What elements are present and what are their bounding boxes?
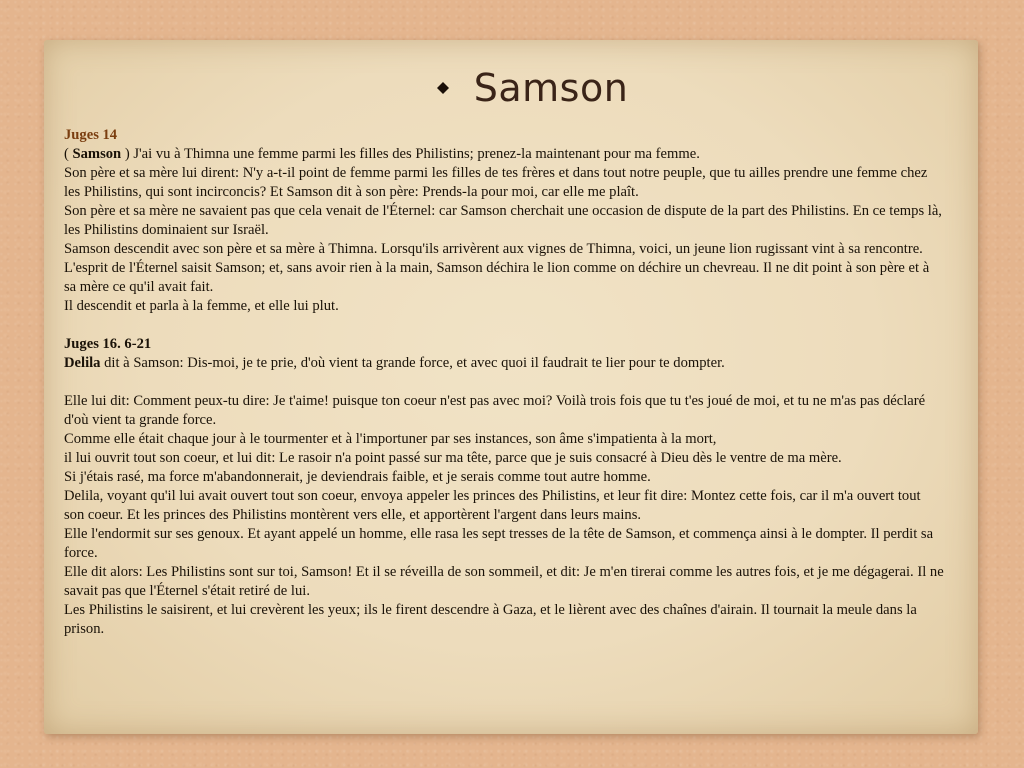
section-heading-juges-16: Juges 16. 6-21	[64, 336, 152, 352]
page-title: Samson	[473, 66, 629, 110]
name-samson: Samson	[72, 146, 122, 162]
paragraph: il lui ouvrit tout son coeur, et lui dit: Le rasoir n'a point passé sur ma tête, parce que je suis consacré à Dieu dès le ventre de ma mère.	[64, 450, 842, 466]
paragraph: Les Philistins le saisirent, et lui crevèrent les yeux; ils le firent descendre à Gaza, et le lièrent avec des chaînes d'airain. Il tournait la meule dans la prison.	[64, 602, 917, 637]
paragraph: Elle lui dit: Comment peux-tu dire: Je t'aime! puisque ton coeur n'est pas avec moi? Voilà trois fois que tu t'es joué de moi, et tu ne m'as pas déclaré d'où vient ta grande force.	[64, 393, 926, 428]
paragraph: Son père et sa mère ne savaient pas que cela venait de l'Éternel: car Samson cherchait une occasion de dispute de la part des Philistins. En ce temps là, les Philistins dominaient sur Israël.	[64, 203, 942, 238]
paren-open: (	[64, 146, 73, 162]
paragraph: Comme elle était chaque jour à le tourmenter et à l'importuner par ses instances, son âme s'impatienta à la mort,	[64, 431, 717, 447]
slide-title-group	[436, 66, 629, 110]
paragraph: L'esprit de l'Éternel saisit Samson; et, sans avoir rien à la main, Samson déchira le lion comme on déchire un chevreau. Il ne dit point à son père et à sa mère ce qu'il avait fait.	[64, 260, 930, 295]
scripture-text	[64, 126, 944, 639]
diamond-bullet-icon	[436, 81, 450, 95]
paragraph: Delila, voyant qu'il lui avait ouvert tout son coeur, envoya appeler les princes des Philistins, et leur fit dire: Montez cette fois, car il m'a ouvert tout son coeur. Et les princes des Philistins montèrent vers elle, et apportèrent l'argent dans leurs mains.	[64, 488, 921, 523]
section-heading-juges-14: Juges 14	[64, 127, 118, 143]
paragraph: Elle dit alors: Les Philistins sont sur toi, Samson! Et il se réveilla de son sommeil, et dit: Je m'en tirerai comme les autres fois, et je me dégagerai. Il ne savait pas que l'Éternel s'était retiré de lui.	[64, 564, 944, 599]
paragraph: Elle l'endormit sur ses genoux. Et ayant appelé un homme, elle rasa les sept tresses de la tête de Samson, et commença ainsi à le dompter. Il perdit sa force.	[64, 526, 934, 561]
slide-header	[0, 64, 1024, 112]
name-delila: Delila	[64, 355, 101, 371]
paragraph-text: ) J'ai vu à Thimna une femme parmi les filles des Philistins; prenez-la maintenant pour ma femme.	[121, 146, 700, 162]
paragraph: Son père et sa mère lui dirent: N'y a-t-il point de femme parmi les filles de tes frères et dans tout notre peuple, que tu ailles prendre une femme chez les Philistins, qui sont incirconcis? Et Samson dit à son père: Prends-la pour moi, car elle me plaît.	[64, 165, 928, 200]
paragraph: Samson descendit avec son père et sa mère à Thimna. Lorsqu'ils arrivèrent aux vignes de Thimna, voici, un jeune lion rugissant vint à sa rencontre.	[64, 241, 923, 257]
spacer	[64, 373, 944, 392]
paragraph-text: dit à Samson: Dis-moi, je te prie, d'où vient ta grande force, et avec quoi il faudrait te lier pour te dompter.	[100, 355, 725, 371]
paragraph	[64, 145, 944, 164]
spacer	[64, 316, 944, 335]
paragraph	[64, 354, 944, 373]
paragraph: Il descendit et parla à la femme, et elle lui plut.	[64, 298, 339, 314]
paragraph: Si j'étais rasé, ma force m'abandonnerait, je deviendrais faible, et je serais comme tout autre homme.	[64, 469, 651, 485]
